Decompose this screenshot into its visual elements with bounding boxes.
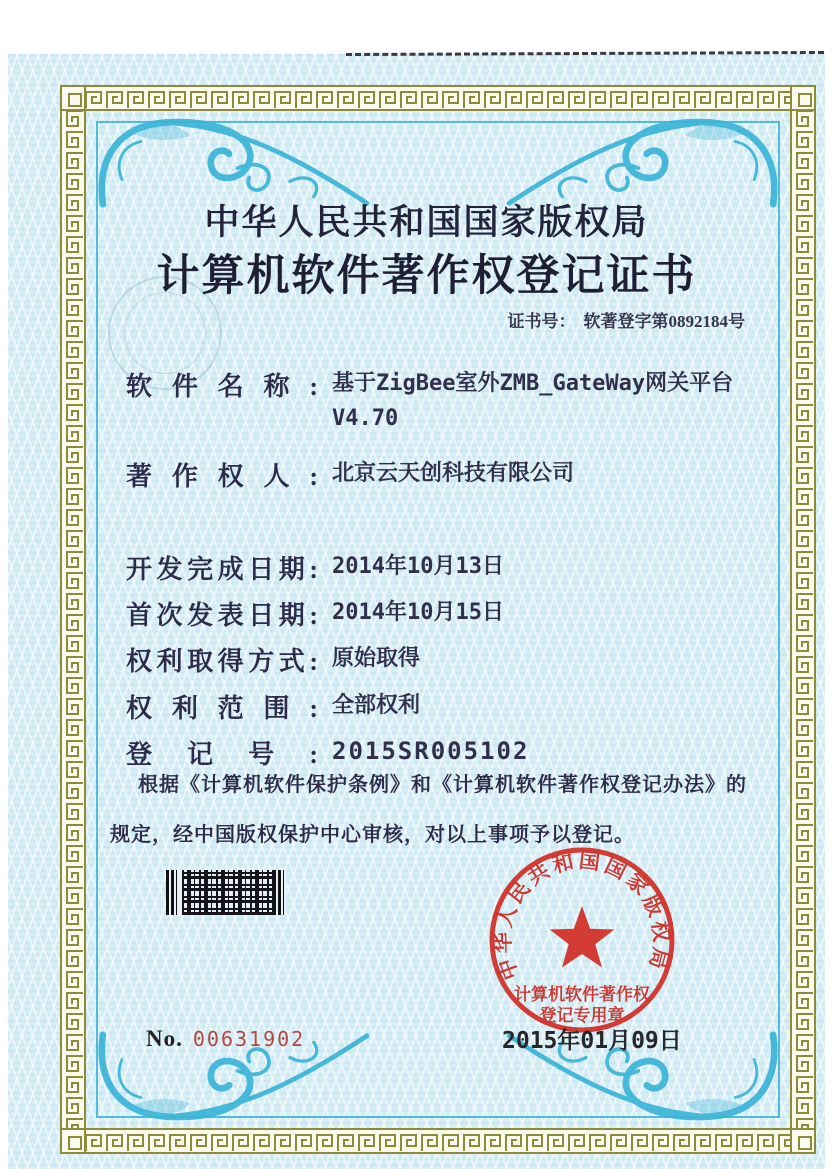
field-value: 北京云天创科技有限公司 <box>332 461 575 486</box>
border-corner-square <box>790 85 816 111</box>
field-value: 2015SR005102 <box>332 737 530 765</box>
certificate-number-line <box>508 307 746 332</box>
field-label: 开发完成日期: <box>126 555 318 584</box>
field-value-line2: V4.70 <box>332 406 399 431</box>
serial-value: 00631902 <box>192 1027 306 1051</box>
field-value: 原始取得 <box>332 646 421 671</box>
official-seal <box>482 844 682 1044</box>
certificate-paper <box>8 54 825 1169</box>
seal-inner-text-1: 计算机软件著作权 <box>514 985 650 1004</box>
statement-line-2: 规定，经中国版权保护中心审核，对以上事项予以登记。 <box>110 824 635 846</box>
seal-inner-text-2: 登记专用章 <box>539 1006 625 1025</box>
field-label: 登记号: <box>126 740 318 769</box>
field-label: 权利取得方式: <box>126 647 318 676</box>
meander-band-right <box>790 85 816 1154</box>
border-corner-square <box>60 1128 86 1154</box>
field-value: 2014年10月15日 <box>332 600 504 625</box>
meander-band-bottom <box>60 1128 816 1154</box>
certificate-title: 计算机软件著作权登记证书 <box>156 253 697 300</box>
field-label: 著作权人: <box>126 462 318 491</box>
field-label: 首次发表日期: <box>126 601 318 630</box>
meander-band-top <box>60 85 816 111</box>
field-value: 全部权利 <box>332 693 421 718</box>
star-icon <box>550 906 615 968</box>
certificate-number-label: 证书号： <box>507 312 576 331</box>
issue-date: 2015年01月09日 <box>502 1028 682 1054</box>
barcode-2d-icon <box>166 870 286 915</box>
serial-label: No. <box>146 1026 183 1051</box>
corner-flourish-icon <box>88 113 378 208</box>
field-copyright-holder <box>110 438 574 511</box>
statement-line-1: 根据《计算机软件保护条例》和《计算机软件著作权登记办法》的 <box>138 774 747 796</box>
barcode-modules <box>182 870 274 915</box>
field-value: 基于ZigBee室外ZMB_GateWay网关平台 <box>332 371 734 396</box>
authority-title: 中华人民共和国国家版权局 <box>204 203 649 242</box>
seal-ring-text: 中华人民共和国国家版权局 <box>490 848 674 984</box>
field-label: 软件名称: <box>126 372 318 401</box>
border-corner-square <box>60 85 86 111</box>
corner-flourish-icon <box>498 113 788 208</box>
serial-number-line <box>146 1026 305 1052</box>
border-corner-square <box>790 1128 816 1154</box>
field-value: 2014年10月13日 <box>332 554 504 579</box>
certificate-number-value: 软著登字第0892184号 <box>583 312 745 331</box>
field-label: 权利范围: <box>126 694 318 723</box>
